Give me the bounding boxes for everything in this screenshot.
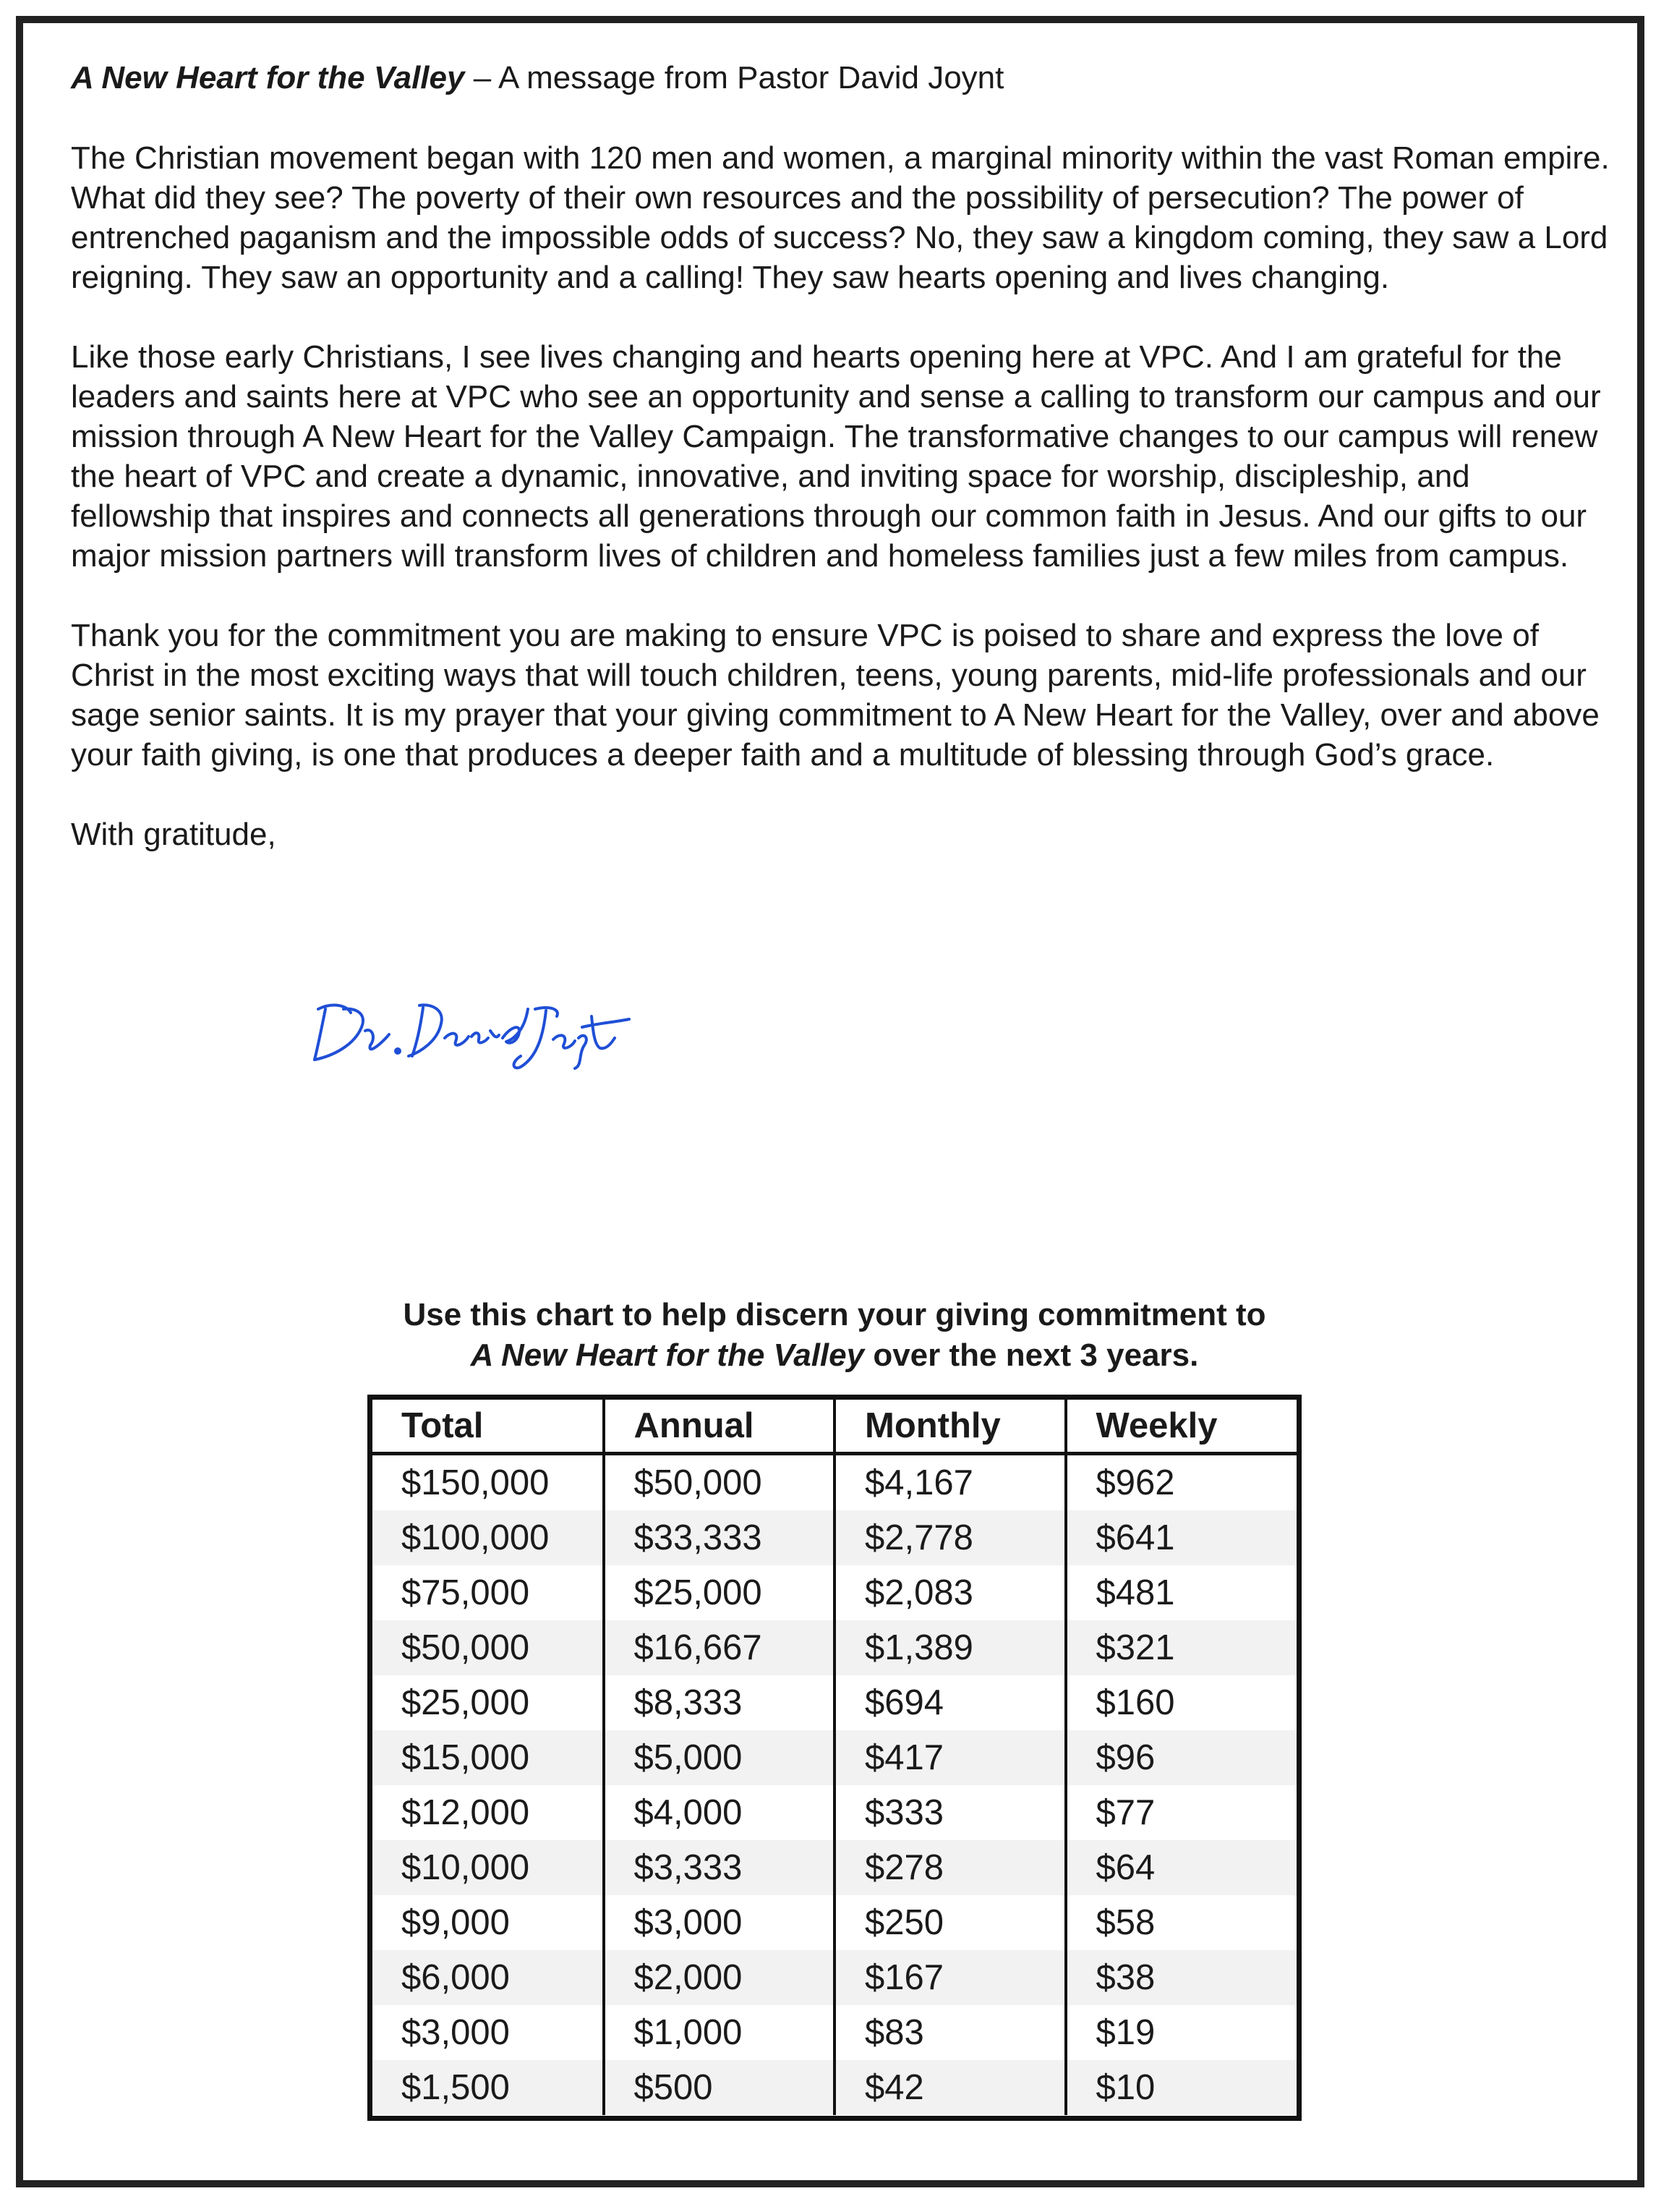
caption-line-1: Use this chart to help discern your giving commitment to	[403, 1297, 1266, 1332]
cell-weekly: $481	[1066, 1565, 1297, 1620]
table-row	[372, 1840, 1297, 1895]
table-row	[372, 1620, 1297, 1675]
cell-monthly: $4,167	[834, 1454, 1066, 1511]
cell-total: $1,500	[372, 2060, 604, 2115]
paragraph-2: Like those early Christians, I see lives changing and hearts opening here at VPC. And I am grateful for the leaders and saints here at VPC who see an opportunity and sense a calling to transform our campus and our mission through A New Heart for the Valley Campaign. The transformative changes to our campus will renew the heart of VPC and create a dynamic, innovative, and inviting space for worship, discipleship, and fellowship that inspires and connects all generations through our common faith in Jesus. And our gifts to our major mission partners will transform lives of children and homeless families just a few miles from campus.	[71, 339, 1601, 574]
cell-annual: $33,333	[604, 1510, 835, 1565]
table-row	[372, 2060, 1297, 2115]
cell-weekly: $77	[1066, 1785, 1297, 1840]
cell-weekly: $64	[1066, 1840, 1297, 1895]
cell-monthly: $250	[834, 1895, 1066, 1950]
signature-image	[304, 987, 636, 1074]
cell-annual: $25,000	[604, 1565, 835, 1620]
cell-annual: $2,000	[604, 1950, 835, 2005]
header-total: Total	[372, 1400, 604, 1454]
table-row	[372, 1785, 1297, 1840]
cell-weekly: $38	[1066, 1950, 1297, 2005]
letter-heading	[71, 58, 1611, 98]
cell-weekly: $19	[1066, 2005, 1297, 2060]
cell-annual: $50,000	[604, 1454, 835, 1511]
cell-total: $15,000	[372, 1730, 604, 1785]
cell-weekly: $160	[1066, 1675, 1297, 1730]
cell-annual: $3,000	[604, 1895, 835, 1950]
table-row	[372, 1950, 1297, 2005]
cell-monthly: $333	[834, 1785, 1066, 1840]
cell-total: $50,000	[372, 1620, 604, 1675]
cell-total: $150,000	[401, 1463, 550, 1502]
cell-annual: $500	[604, 2060, 835, 2115]
cell-total: $3,000	[401, 2013, 510, 2052]
campaign-title: A New Heart for the Valley	[71, 60, 465, 95]
paragraph-1: The Christian movement began with 120 men and women, a marginal minority within the vast Roman empire. What did they see? The poverty of their own resources and the possibility of persecution? The power of entrenched paganism and the impossible odds of success? No, they saw a kingdom coming, they saw a Lord reigning. They saw an opportunity and a calling! They saw hearts opening and lives changing.	[71, 140, 1610, 295]
cell-annual: $5,000	[604, 1730, 835, 1785]
cell-annual: $4,000	[604, 1785, 835, 1840]
cell-annual: $3,333	[604, 1840, 835, 1895]
table-row	[372, 1895, 1297, 1950]
header-monthly: Monthly	[834, 1400, 1066, 1454]
caption-campaign-title: A New Heart for the Valley	[470, 1337, 865, 1373]
header-annual: Annual	[604, 1400, 835, 1454]
cell-total: $10,000	[372, 1840, 604, 1895]
giving-table	[367, 1395, 1302, 2121]
header-weekly: Weekly	[1066, 1400, 1297, 1454]
table-row	[372, 1454, 1297, 1511]
cell-monthly: $2,083	[834, 1565, 1066, 1620]
table-row	[372, 2005, 1297, 2060]
cell-annual: $8,333	[604, 1675, 835, 1730]
cell-total: $6,000	[372, 1950, 604, 2005]
paragraph-3: Thank you for the commitment you are making to ensure VPC is poised to share and express the love of Christ in the most exciting ways that will touch children, teens, young parents, mid-life professionals and our sage senior saints. It is my prayer that your giving commitment to A New Heart for the Valley, over and above your faith giving, is one that produces a deeper faith and a multitude of blessing through God’s grace.	[71, 618, 1600, 773]
cell-monthly: $167	[834, 1950, 1066, 2005]
heading-subtitle: – A message from Pastor David Joynt	[464, 60, 1004, 95]
cell-weekly: $96	[1066, 1730, 1297, 1785]
cell-total: $100,000	[372, 1510, 604, 1565]
cell-monthly: $2,778	[834, 1510, 1066, 1565]
cell-total: $25,000	[401, 1683, 530, 1722]
table-body	[372, 1454, 1297, 2116]
cell-monthly: $1,389	[834, 1620, 1066, 1675]
cell-monthly: $417	[834, 1730, 1066, 1785]
cell-monthly: $278	[834, 1840, 1066, 1895]
cell-weekly: $58	[1066, 1895, 1297, 1950]
cell-monthly: $83	[834, 2005, 1066, 2060]
cell-total: $9,000	[401, 1903, 510, 1942]
table-header-row	[372, 1400, 1297, 1454]
cell-total: $75,000	[401, 1573, 530, 1612]
cell-weekly: $641	[1066, 1510, 1297, 1565]
table-row	[372, 1730, 1297, 1785]
cell-weekly: $321	[1066, 1620, 1297, 1675]
letter	[71, 58, 1611, 855]
table-row	[372, 1565, 1297, 1620]
cell-monthly: $42	[834, 2060, 1066, 2115]
cell-weekly: $10	[1066, 2060, 1297, 2115]
caption-line-2-rest: over the next 3 years.	[864, 1337, 1199, 1373]
caption-line-2	[0, 1335, 1669, 1376]
giving-table-grid	[372, 1400, 1297, 2115]
cell-annual: $16,667	[604, 1620, 835, 1675]
cell-weekly: $962	[1066, 1454, 1297, 1511]
closing-line: With gratitude,	[71, 817, 276, 852]
table-row	[372, 1510, 1297, 1565]
cell-monthly: $694	[834, 1675, 1066, 1730]
chart-caption	[0, 1295, 1669, 1376]
cell-annual: $1,000	[604, 2005, 835, 2060]
table-row	[372, 1675, 1297, 1730]
cell-total: $12,000	[401, 1793, 530, 1832]
